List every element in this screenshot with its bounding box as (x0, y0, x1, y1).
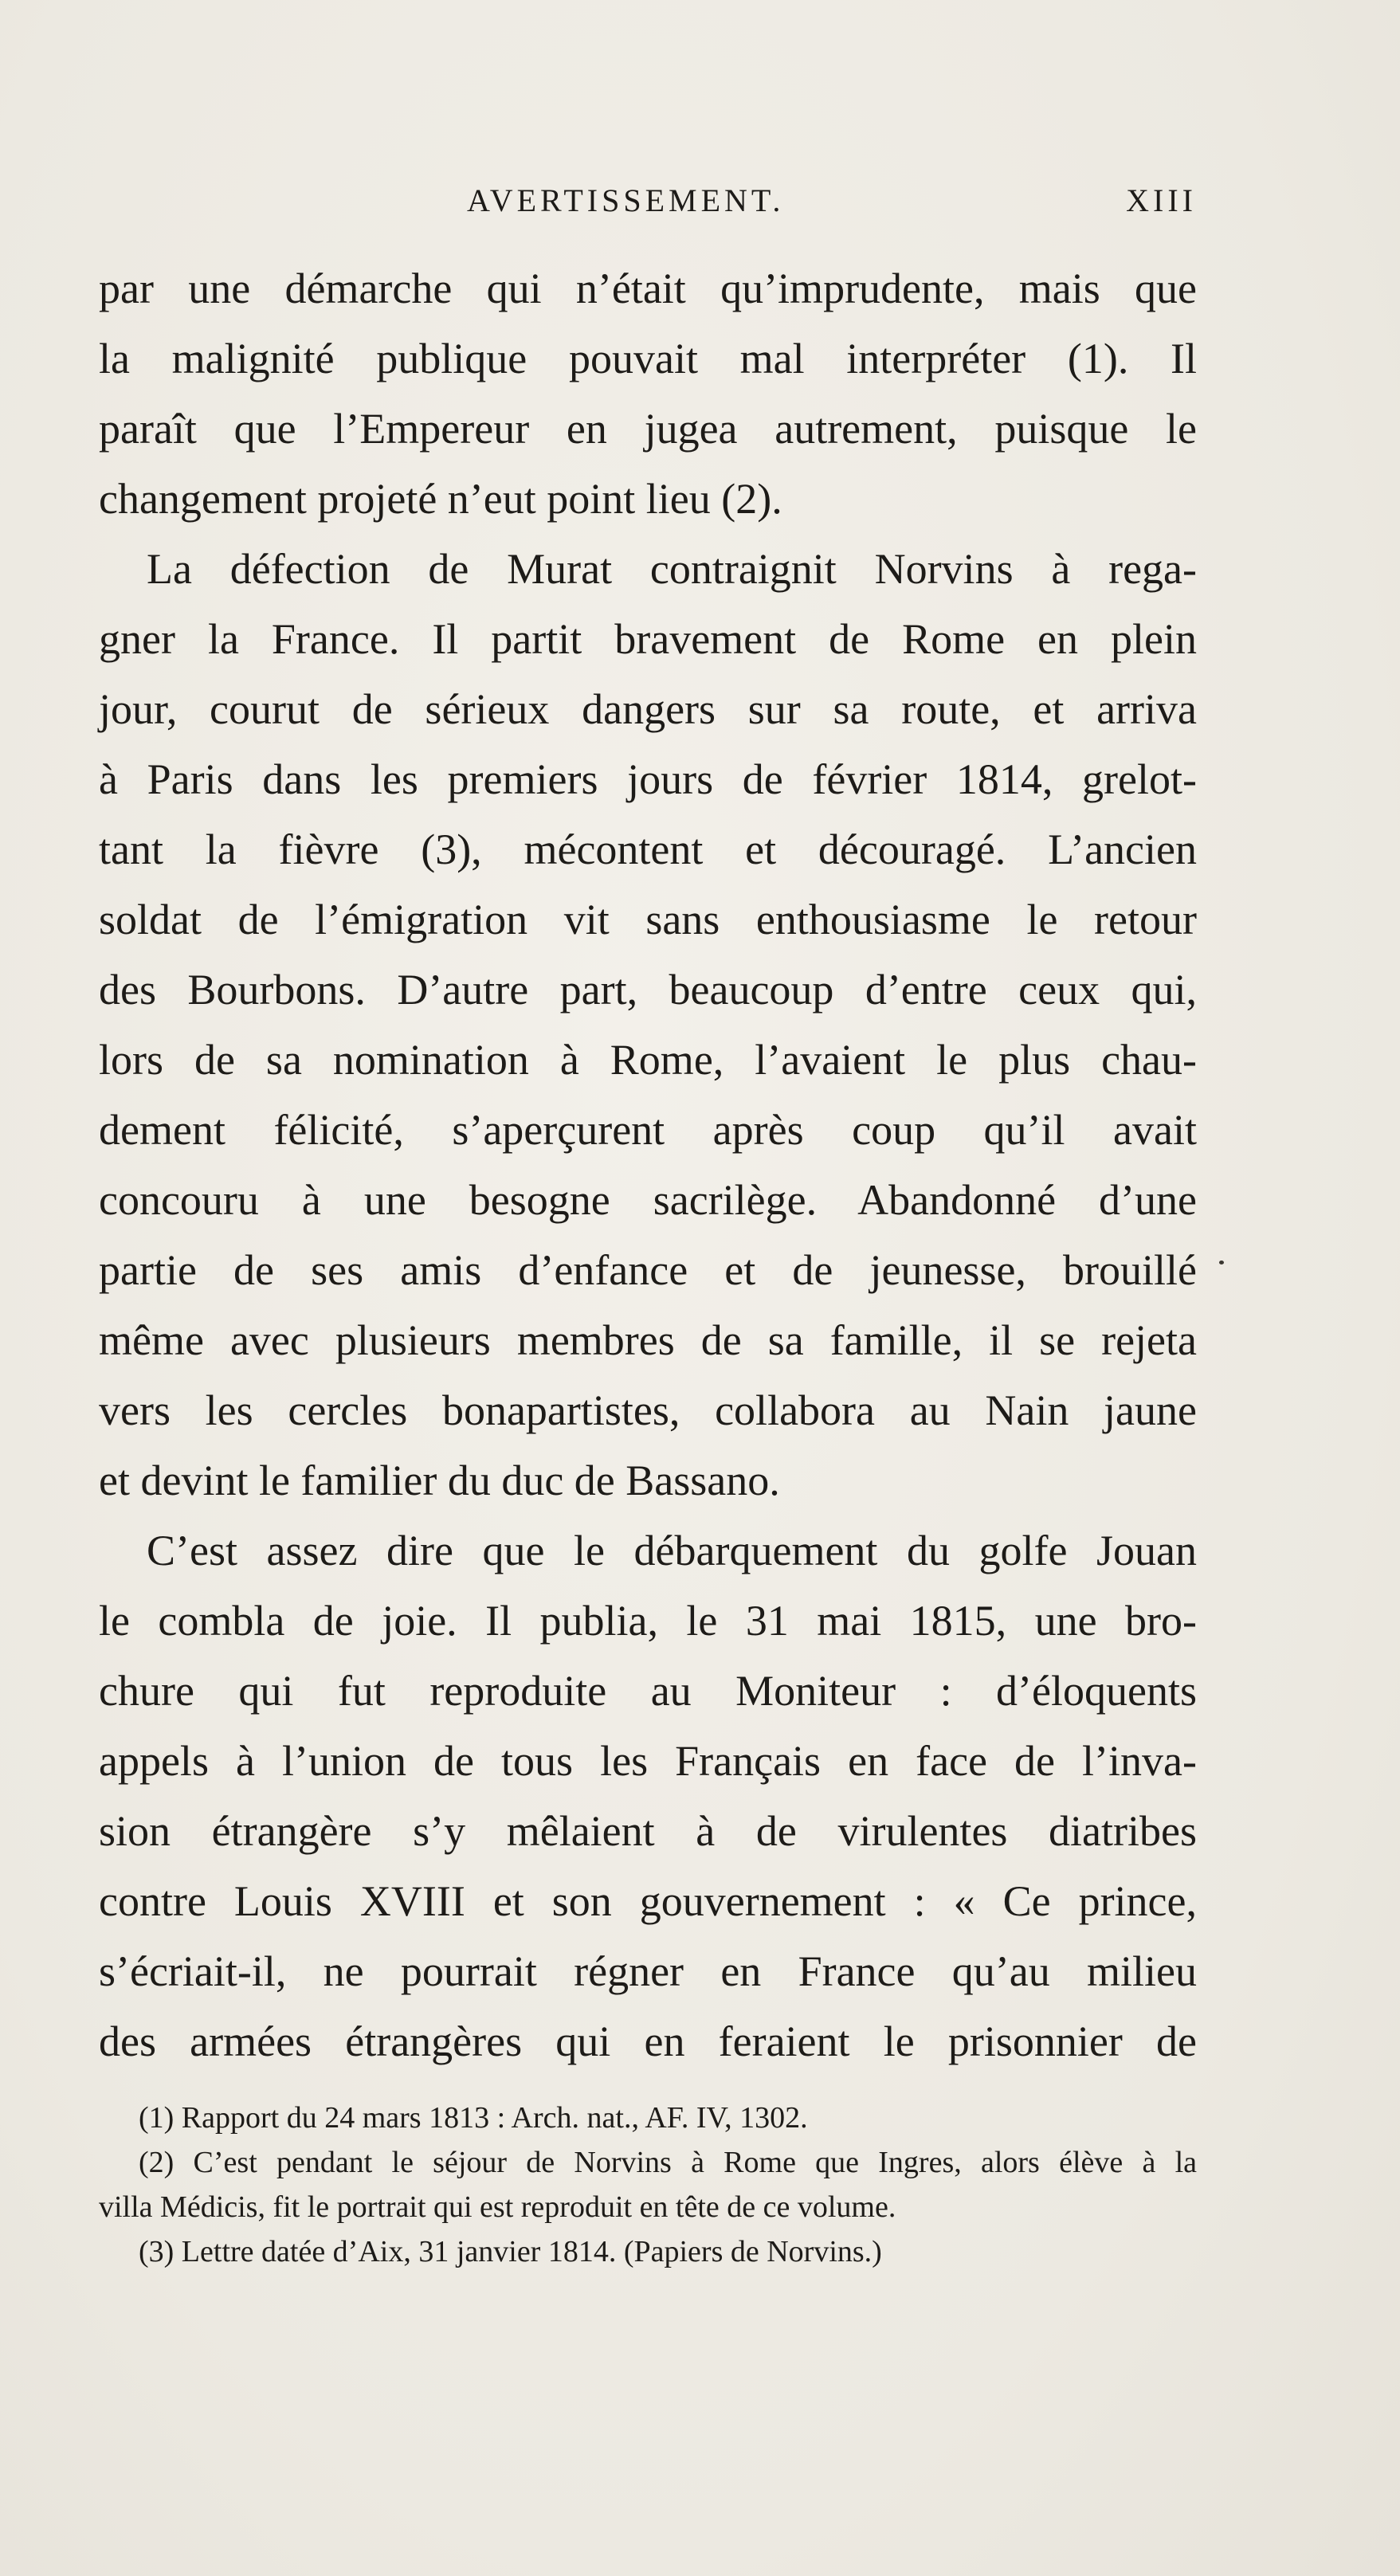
text-line: vers les cercles bonapartistes, collabora au Nain jaune (99, 1386, 1197, 1434)
text-line: lors de sa nomination à Rome, l’avaient le plus chau- (99, 1036, 1197, 1084)
text-line: soldat de l’émigration vit sans enthousiasme le retour (99, 896, 1197, 943)
text-line: la malignité publique pouvait mal interpréter (1). Il (99, 335, 1197, 382)
text-line: paraît que l’Empereur en jugea autrement, puisque le (99, 405, 1197, 453)
margin-speck (1219, 1261, 1224, 1264)
text-line: à Paris dans les premiers jours de février 1814, grelot- (99, 755, 1197, 803)
text-line: appels à l’union de tous les Français en face de l’inva- (99, 1737, 1197, 1785)
text-line: changement projeté n’eut point lieu (2). (99, 475, 782, 523)
footnote-1: (1) Rapport du 24 mars 1813 : Arch. nat., AF. IV, 1302. (139, 2101, 808, 2135)
text-line: C’est assez dire que le débarquement du golfe Jouan (147, 1527, 1197, 1574)
text-line: concouru à une besogne sacrilège. Abandonné d’une (99, 1176, 1197, 1224)
footnote-2-continued: villa Médicis, fit le portrait qui est reproduit en tête de ce volume. (99, 2190, 896, 2224)
footnote-2: (2) C’est pendant le séjour de Norvins à Rome que Ingres, alors élève à la (139, 2146, 1197, 2179)
footnote-3: (3) Lettre datée d’Aix, 31 janvier 1814. (Papiers de Norvins.) (139, 2235, 882, 2268)
text-line: partie de ses amis d’enfance et de jeunesse, brouillé (99, 1246, 1197, 1294)
body-text (99, 253, 1197, 2076)
text-line: le combla de joie. Il publia, le 31 mai 1815, une bro- (99, 1597, 1197, 1645)
footnotes (99, 2096, 1197, 2274)
text-line: par une démarche qui n’était qu’imprudente, mais que (99, 265, 1197, 312)
text-line: sion étrangère s’y mêlaient à de virulentes diatribes (99, 1807, 1197, 1855)
text-line: et devint le familier du duc de Bassano. (99, 1457, 780, 1504)
text-line: dement félicité, s’aperçurent après coup qu’il avait (99, 1106, 1197, 1154)
text-line: La défection de Murat contraignit Norvins à rega- (147, 545, 1197, 593)
text-line: des Bourbons. D’autre part, beaucoup d’entre ceux qui, (99, 966, 1197, 1014)
text-line: tant la fièvre (3), mécontent et découragé. L’ancien (99, 825, 1197, 873)
running-title: AVERTISSEMENT. (467, 182, 785, 218)
page-header (99, 182, 1197, 229)
text-line: contre Louis XVIII et son gouvernement : « Ce prince, (99, 1877, 1197, 1925)
text-line: jour, courut de sérieux dangers sur sa route, et arriva (99, 685, 1197, 733)
text-line: gner la France. Il partit bravement de Rome en plein (99, 615, 1197, 663)
text-line: chure qui fut reproduite au Moniteur : d’éloquents (99, 1667, 1197, 1715)
text-line: des armées étrangères qui en feraient le prisonnier de (99, 2017, 1197, 2065)
page-number: XIII (1126, 182, 1197, 218)
text-line: même avec plusieurs membres de sa famille, il se rejeta (99, 1316, 1197, 1364)
text-line: s’écriait-il, ne pourrait régner en France qu’au milieu (99, 1947, 1197, 1995)
